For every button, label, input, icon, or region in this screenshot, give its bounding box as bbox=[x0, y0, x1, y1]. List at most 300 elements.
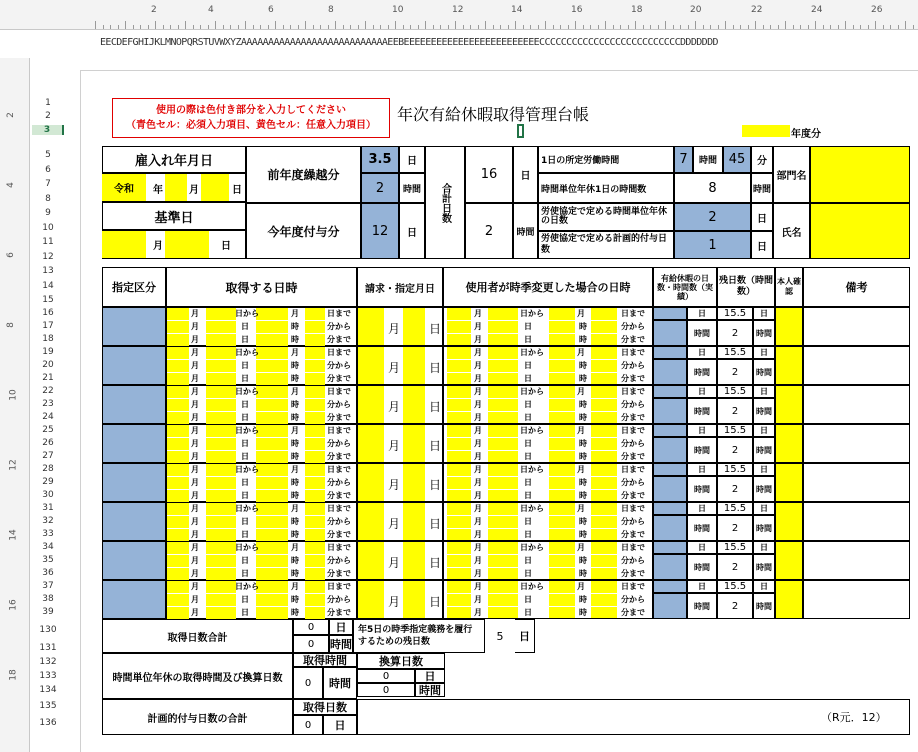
req-day-input[interactable] bbox=[403, 425, 425, 462]
time-input[interactable] bbox=[256, 594, 288, 606]
chg-month-label: 月 bbox=[474, 335, 482, 344]
row-header[interactable]: 22 bbox=[42, 386, 54, 396]
row-header[interactable]: 14 bbox=[42, 281, 54, 291]
req-day-input[interactable] bbox=[403, 464, 425, 501]
month-input[interactable] bbox=[167, 308, 189, 320]
row-header[interactable]: 32 bbox=[42, 516, 54, 526]
chg-minute-label: 分から bbox=[621, 556, 645, 565]
row-header[interactable]: 28 bbox=[42, 464, 54, 474]
paid-hours-input[interactable] bbox=[653, 593, 687, 619]
converted-days: 0 bbox=[357, 669, 415, 683]
paid-days-input[interactable] bbox=[653, 424, 687, 437]
ruler-tick bbox=[118, 25, 119, 29]
day-until-label: 日まで bbox=[327, 309, 351, 318]
day-input[interactable] bbox=[206, 308, 236, 320]
planned-input[interactable]: 1 bbox=[674, 231, 751, 259]
row-header[interactable]: 30 bbox=[42, 490, 54, 500]
row-header[interactable]: 15 bbox=[42, 295, 54, 305]
labor-agreement-label: 労使協定で定める時間単位年休の日数 bbox=[538, 203, 674, 231]
time-input[interactable] bbox=[256, 425, 288, 437]
paid-hours-input[interactable] bbox=[653, 476, 687, 502]
row-header[interactable]: 135 bbox=[39, 701, 57, 711]
confirm-input[interactable] bbox=[775, 502, 803, 541]
designation-cell[interactable] bbox=[102, 424, 166, 463]
ruler-tick bbox=[410, 25, 411, 29]
minute-input[interactable] bbox=[305, 568, 325, 580]
prev-days-input[interactable]: 3.5 bbox=[361, 146, 399, 173]
paid-days-input[interactable] bbox=[653, 346, 687, 359]
minute-input[interactable] bbox=[305, 321, 325, 333]
row-header[interactable]: 20 bbox=[42, 360, 54, 370]
req-month-input[interactable] bbox=[358, 347, 384, 384]
row-header[interactable]: 23 bbox=[42, 399, 54, 409]
paid-hours-input[interactable] bbox=[653, 554, 687, 580]
req-day-label: 日 bbox=[429, 595, 442, 609]
day-input[interactable] bbox=[206, 568, 236, 580]
remarks-input[interactable] bbox=[803, 463, 910, 502]
total-taken-days-unit: 日 bbox=[329, 619, 353, 635]
confirm-input[interactable] bbox=[775, 346, 803, 385]
ruler-tick bbox=[133, 25, 134, 29]
paid-days-input[interactable] bbox=[653, 541, 687, 554]
req-month-label: 月 bbox=[388, 322, 401, 336]
chg-month-label: 月 bbox=[474, 608, 482, 617]
month-input[interactable] bbox=[167, 373, 189, 385]
chg-month2-label: 月 bbox=[577, 426, 585, 435]
paid-hours-unit: 時間 bbox=[687, 554, 717, 580]
time-input[interactable] bbox=[256, 412, 288, 424]
chg-month-label: 月 bbox=[474, 322, 482, 331]
time-input[interactable] bbox=[256, 503, 288, 515]
chg-hour-label: 時 bbox=[579, 569, 587, 578]
month-input[interactable] bbox=[167, 568, 189, 580]
month-input[interactable] bbox=[167, 516, 189, 528]
row-header[interactable]: 38 bbox=[42, 594, 54, 604]
day-input[interactable] bbox=[206, 516, 236, 528]
row-header[interactable]: 7 bbox=[45, 179, 51, 189]
month-input[interactable] bbox=[167, 412, 189, 424]
month-input[interactable] bbox=[167, 503, 189, 515]
row-header[interactable]: 35 bbox=[42, 555, 54, 565]
paid-days-input[interactable] bbox=[653, 580, 687, 593]
remarks-input[interactable] bbox=[803, 580, 910, 619]
req-day-input[interactable] bbox=[403, 581, 425, 618]
paid-days-input[interactable] bbox=[653, 385, 687, 398]
minute-input[interactable] bbox=[305, 464, 325, 476]
day-input[interactable] bbox=[206, 334, 236, 346]
remain-days-unit: 日 bbox=[753, 580, 775, 593]
designation-cell[interactable] bbox=[102, 307, 166, 346]
time-input[interactable] bbox=[256, 399, 288, 411]
minute-input[interactable] bbox=[305, 360, 325, 372]
req-month-input[interactable] bbox=[358, 542, 384, 579]
paid-hours-input[interactable] bbox=[653, 398, 687, 424]
row-header[interactable]: 16 bbox=[42, 308, 54, 318]
minute-input[interactable] bbox=[305, 607, 325, 619]
row-header[interactable]: 37 bbox=[42, 581, 54, 591]
work-h-input[interactable]: 7 bbox=[674, 146, 693, 173]
time-input[interactable] bbox=[256, 581, 288, 593]
remarks-input[interactable] bbox=[803, 346, 910, 385]
hour-label: 時 bbox=[291, 530, 299, 539]
row-header[interactable]: 34 bbox=[42, 542, 54, 552]
req-month-label: 月 bbox=[388, 478, 401, 492]
day-input[interactable] bbox=[206, 477, 236, 489]
time-input[interactable] bbox=[256, 451, 288, 463]
month-input[interactable] bbox=[167, 399, 189, 411]
remarks-input[interactable] bbox=[803, 385, 910, 424]
row-header[interactable]: 131 bbox=[39, 643, 57, 653]
req-day-input[interactable] bbox=[403, 503, 425, 540]
day-input[interactable] bbox=[206, 607, 236, 619]
designation-cell[interactable] bbox=[102, 463, 166, 502]
req-month-label: 月 bbox=[388, 439, 401, 453]
month-input[interactable] bbox=[167, 386, 189, 398]
req-month-label: 月 bbox=[388, 361, 401, 375]
row-header[interactable]: 133 bbox=[39, 671, 57, 681]
confirm-input[interactable] bbox=[775, 463, 803, 502]
designation-cell[interactable] bbox=[102, 346, 166, 385]
paid-days-input[interactable] bbox=[653, 463, 687, 476]
ruler-tick bbox=[470, 25, 471, 29]
chg-hour-label: 時 bbox=[579, 478, 587, 487]
ruler-tick bbox=[350, 25, 351, 29]
day-until-label: 日まで bbox=[327, 387, 351, 396]
row-header[interactable]: 31 bbox=[42, 503, 54, 513]
month-input[interactable] bbox=[167, 438, 189, 450]
current-days-input[interactable]: 12 bbox=[361, 203, 399, 259]
remain-hours: 2 bbox=[717, 437, 753, 463]
day-input[interactable] bbox=[206, 464, 236, 476]
req-month-input[interactable] bbox=[358, 581, 384, 618]
day-input[interactable] bbox=[206, 490, 236, 502]
month-input[interactable] bbox=[167, 347, 189, 359]
chg-month-label: 月 bbox=[474, 452, 482, 461]
day-input[interactable] bbox=[206, 451, 236, 463]
ruler-tick bbox=[395, 21, 396, 29]
minute-label: 分まで bbox=[327, 608, 351, 617]
req-day-input[interactable] bbox=[403, 542, 425, 579]
row-header[interactable]: 1 bbox=[45, 98, 51, 108]
row-header[interactable]: 18 bbox=[42, 334, 54, 344]
minute-label: 分まで bbox=[327, 530, 351, 539]
ruler-tick bbox=[913, 25, 914, 29]
minute-input[interactable] bbox=[305, 386, 325, 398]
base-year-input[interactable] bbox=[102, 231, 146, 258]
month-input[interactable] bbox=[167, 581, 189, 593]
req-day-input[interactable] bbox=[403, 347, 425, 384]
row-header[interactable]: 29 bbox=[42, 477, 54, 487]
minute-input[interactable] bbox=[305, 581, 325, 593]
day-input[interactable] bbox=[206, 581, 236, 593]
minute-input[interactable] bbox=[305, 334, 325, 346]
month-label: 月 bbox=[191, 413, 199, 422]
req-month-input[interactable] bbox=[358, 308, 384, 345]
req-month-input[interactable] bbox=[358, 464, 384, 501]
req-day-label: 日 bbox=[429, 517, 442, 531]
remarks-input[interactable] bbox=[803, 502, 910, 541]
row-header[interactable]: 2 bbox=[45, 111, 51, 121]
day-input[interactable] bbox=[206, 503, 236, 515]
chg-month2-label: 月 bbox=[577, 543, 585, 552]
req-day-label: 日 bbox=[429, 478, 442, 492]
confirm-input[interactable] bbox=[775, 580, 803, 619]
ruler-tick bbox=[845, 21, 846, 29]
day-input[interactable] bbox=[206, 425, 236, 437]
req-month-input[interactable] bbox=[358, 386, 384, 423]
month-input[interactable] bbox=[167, 490, 189, 502]
chg-month-label: 月 bbox=[474, 439, 482, 448]
ruler-tick bbox=[455, 21, 456, 29]
month-input[interactable] bbox=[167, 321, 189, 333]
chg-month2-label: 月 bbox=[577, 387, 585, 396]
time-input[interactable] bbox=[256, 347, 288, 359]
row-header[interactable]: 36 bbox=[42, 568, 54, 578]
ruler-tick bbox=[545, 21, 546, 29]
confirm-input[interactable] bbox=[775, 307, 803, 346]
time-input[interactable] bbox=[256, 490, 288, 502]
ruler-tick bbox=[718, 25, 719, 29]
remarks-input[interactable] bbox=[803, 307, 910, 346]
row-header[interactable]: 9 bbox=[45, 208, 51, 218]
base-month-label: 月 bbox=[153, 241, 163, 252]
month-input[interactable] bbox=[167, 360, 189, 372]
minute-input[interactable] bbox=[305, 542, 325, 554]
ruler-left-label: 6 bbox=[5, 252, 16, 258]
row-header[interactable]: 33 bbox=[42, 529, 54, 539]
row-header[interactable]: 24 bbox=[42, 412, 54, 422]
minute-input[interactable] bbox=[305, 373, 325, 385]
row-header[interactable]: 26 bbox=[42, 438, 54, 448]
row-header[interactable]: 130 bbox=[39, 625, 57, 635]
minute-input[interactable] bbox=[305, 477, 325, 489]
chg-day-from-label: 日から bbox=[520, 348, 544, 357]
paid-days-input[interactable] bbox=[653, 307, 687, 320]
day-input[interactable] bbox=[206, 321, 236, 333]
row-header[interactable]: 3 bbox=[32, 125, 64, 135]
row-header[interactable]: 6 bbox=[45, 165, 51, 175]
minute-input[interactable] bbox=[305, 503, 325, 515]
work-m-input[interactable]: 45 bbox=[723, 146, 751, 173]
fiscal-year-input[interactable] bbox=[742, 125, 790, 137]
time-input[interactable] bbox=[256, 386, 288, 398]
paid-hours-input[interactable] bbox=[653, 359, 687, 385]
row-header[interactable]: 12 bbox=[42, 252, 54, 262]
time-input[interactable] bbox=[256, 308, 288, 320]
active-cell-cursor bbox=[517, 124, 524, 138]
chg-day-until-label: 日まで bbox=[621, 504, 645, 513]
base-month-input[interactable] bbox=[165, 231, 209, 258]
row-header[interactable]: 19 bbox=[42, 347, 54, 357]
ruler-tick bbox=[620, 25, 621, 29]
paid-hours-input[interactable] bbox=[653, 320, 687, 346]
ruler-tick bbox=[223, 25, 224, 29]
time-input[interactable] bbox=[256, 321, 288, 333]
ruler-left-label: 12 bbox=[8, 459, 19, 471]
ruler-top-label: 20 bbox=[690, 5, 702, 15]
hourly-leave-value: 8 bbox=[674, 173, 751, 203]
chg-hour-label: 時 bbox=[579, 361, 587, 370]
minute-input[interactable] bbox=[305, 490, 325, 502]
minute-input[interactable] bbox=[305, 412, 325, 424]
row-header[interactable]: 27 bbox=[42, 451, 54, 461]
row-header[interactable]: 132 bbox=[39, 657, 57, 667]
month-label: 月 bbox=[191, 491, 199, 500]
time-input[interactable] bbox=[256, 334, 288, 346]
ruler-top-label: 6 bbox=[268, 5, 274, 15]
month-input[interactable] bbox=[167, 594, 189, 606]
row-header[interactable]: 5 bbox=[45, 150, 51, 160]
row-header[interactable]: 10 bbox=[42, 223, 54, 233]
time-input[interactable] bbox=[256, 373, 288, 385]
month-input[interactable] bbox=[167, 529, 189, 541]
month-input[interactable] bbox=[167, 425, 189, 437]
month-input[interactable] bbox=[167, 464, 189, 476]
day-input[interactable] bbox=[206, 347, 236, 359]
row-header[interactable]: 39 bbox=[42, 607, 54, 617]
minute-input[interactable] bbox=[305, 529, 325, 541]
day-label: 日 bbox=[241, 439, 249, 448]
day-input[interactable] bbox=[206, 386, 236, 398]
ruler-tick bbox=[200, 25, 201, 29]
day-input[interactable] bbox=[206, 529, 236, 541]
row-header[interactable]: 8 bbox=[45, 194, 51, 204]
minute-input[interactable] bbox=[305, 308, 325, 320]
row-header[interactable]: 25 bbox=[42, 425, 54, 435]
th-remarks: 備考 bbox=[803, 267, 910, 307]
minute-input[interactable] bbox=[305, 438, 325, 450]
day-input[interactable] bbox=[206, 594, 236, 606]
ruler-tick bbox=[283, 25, 284, 29]
confirm-input[interactable] bbox=[775, 385, 803, 424]
planned-unit: 日 bbox=[751, 231, 773, 259]
designation-cell[interactable] bbox=[102, 541, 166, 580]
req-month-input[interactable] bbox=[358, 503, 384, 540]
time-input[interactable] bbox=[256, 516, 288, 528]
time-input[interactable] bbox=[256, 529, 288, 541]
remain-hours: 2 bbox=[717, 398, 753, 424]
row-header[interactable]: 136 bbox=[39, 718, 57, 728]
minute-input[interactable] bbox=[305, 347, 325, 359]
minute-input[interactable] bbox=[305, 425, 325, 437]
paid-days-input[interactable] bbox=[653, 502, 687, 515]
remain-days-unit: 日 bbox=[753, 424, 775, 437]
row-header[interactable]: 13 bbox=[42, 266, 54, 276]
hour-label: 時 bbox=[291, 322, 299, 331]
day-input[interactable] bbox=[206, 399, 236, 411]
ruler-tick bbox=[493, 25, 494, 29]
month-label: 月 bbox=[191, 439, 199, 448]
designation-cell[interactable] bbox=[102, 385, 166, 424]
paid-hours-input[interactable] bbox=[653, 515, 687, 541]
ruler-tick bbox=[590, 25, 591, 29]
time-input[interactable] bbox=[256, 464, 288, 476]
month-input[interactable] bbox=[167, 542, 189, 554]
day-input[interactable] bbox=[206, 412, 236, 424]
day-until-label: 日まで bbox=[327, 504, 351, 513]
month-input[interactable] bbox=[167, 555, 189, 567]
hire-month-input[interactable] bbox=[201, 174, 229, 201]
req-day-input[interactable] bbox=[403, 308, 425, 345]
confirm-input[interactable] bbox=[775, 541, 803, 580]
time-input[interactable] bbox=[256, 607, 288, 619]
remain-hours: 2 bbox=[717, 554, 753, 580]
ruler-tick bbox=[688, 25, 689, 29]
day-input[interactable] bbox=[206, 438, 236, 450]
month-input[interactable] bbox=[167, 334, 189, 346]
ruler-tick bbox=[485, 21, 486, 29]
row-header[interactable]: 11 bbox=[42, 237, 54, 247]
chg-day-until-label: 日まで bbox=[621, 582, 645, 591]
day-input[interactable] bbox=[206, 360, 236, 372]
hire-year-input[interactable] bbox=[165, 174, 187, 201]
day-from-label: 日から bbox=[235, 543, 259, 552]
designation-cell[interactable] bbox=[102, 580, 166, 619]
req-month-input[interactable] bbox=[358, 425, 384, 462]
time-input[interactable] bbox=[256, 555, 288, 567]
name-input[interactable] bbox=[810, 203, 910, 259]
minute-input[interactable] bbox=[305, 399, 325, 411]
remarks-input[interactable] bbox=[803, 424, 910, 463]
row-header[interactable]: 21 bbox=[42, 373, 54, 383]
hour-label: 時 bbox=[291, 556, 299, 565]
req-day-label: 日 bbox=[429, 361, 442, 375]
chg-minute-label: 分から bbox=[621, 361, 645, 370]
day-from-label: 日から bbox=[235, 387, 259, 396]
day-label: 日 bbox=[241, 400, 249, 409]
ruler-tick bbox=[335, 21, 336, 29]
time-input[interactable] bbox=[256, 477, 288, 489]
minute-input[interactable] bbox=[305, 594, 325, 606]
ruler-tick bbox=[185, 21, 186, 29]
time-input[interactable] bbox=[256, 542, 288, 554]
confirm-input[interactable] bbox=[775, 424, 803, 463]
prev-hours-unit: 時間 bbox=[399, 173, 425, 203]
labor-agreement-input[interactable]: 2 bbox=[674, 203, 751, 231]
chg-day-until-label: 日まで bbox=[621, 387, 645, 396]
month-input[interactable] bbox=[167, 477, 189, 489]
month-label: 月 bbox=[191, 465, 199, 474]
row-header[interactable]: 134 bbox=[39, 685, 57, 695]
paid-hours-input[interactable] bbox=[653, 437, 687, 463]
row-header[interactable]: 17 bbox=[42, 321, 54, 331]
day-input[interactable] bbox=[206, 555, 236, 567]
ruler-tick bbox=[448, 25, 449, 29]
req-day-input[interactable] bbox=[403, 386, 425, 423]
chg-day-until-label: 日まで bbox=[621, 309, 645, 318]
time-input[interactable] bbox=[256, 568, 288, 580]
taken-hours-unit: 時間 bbox=[323, 667, 357, 699]
minute-input[interactable] bbox=[305, 516, 325, 528]
minute-input[interactable] bbox=[305, 451, 325, 463]
month-input[interactable] bbox=[167, 607, 189, 619]
prev-hours-input[interactable]: 2 bbox=[361, 173, 399, 203]
day-input[interactable] bbox=[206, 542, 236, 554]
month-input[interactable] bbox=[167, 451, 189, 463]
time-input[interactable] bbox=[256, 438, 288, 450]
time-input[interactable] bbox=[256, 360, 288, 372]
chg-month-label: 月 bbox=[474, 413, 482, 422]
remarks-input[interactable] bbox=[803, 541, 910, 580]
chg-day-label: 日 bbox=[524, 439, 532, 448]
minute-input[interactable] bbox=[305, 555, 325, 567]
dept-input[interactable] bbox=[810, 146, 910, 203]
day-input[interactable] bbox=[206, 373, 236, 385]
ruler-tick bbox=[628, 25, 629, 29]
ruler-tick bbox=[770, 25, 771, 29]
designation-cell[interactable] bbox=[102, 502, 166, 541]
total-label: 合計日数 bbox=[425, 146, 465, 259]
